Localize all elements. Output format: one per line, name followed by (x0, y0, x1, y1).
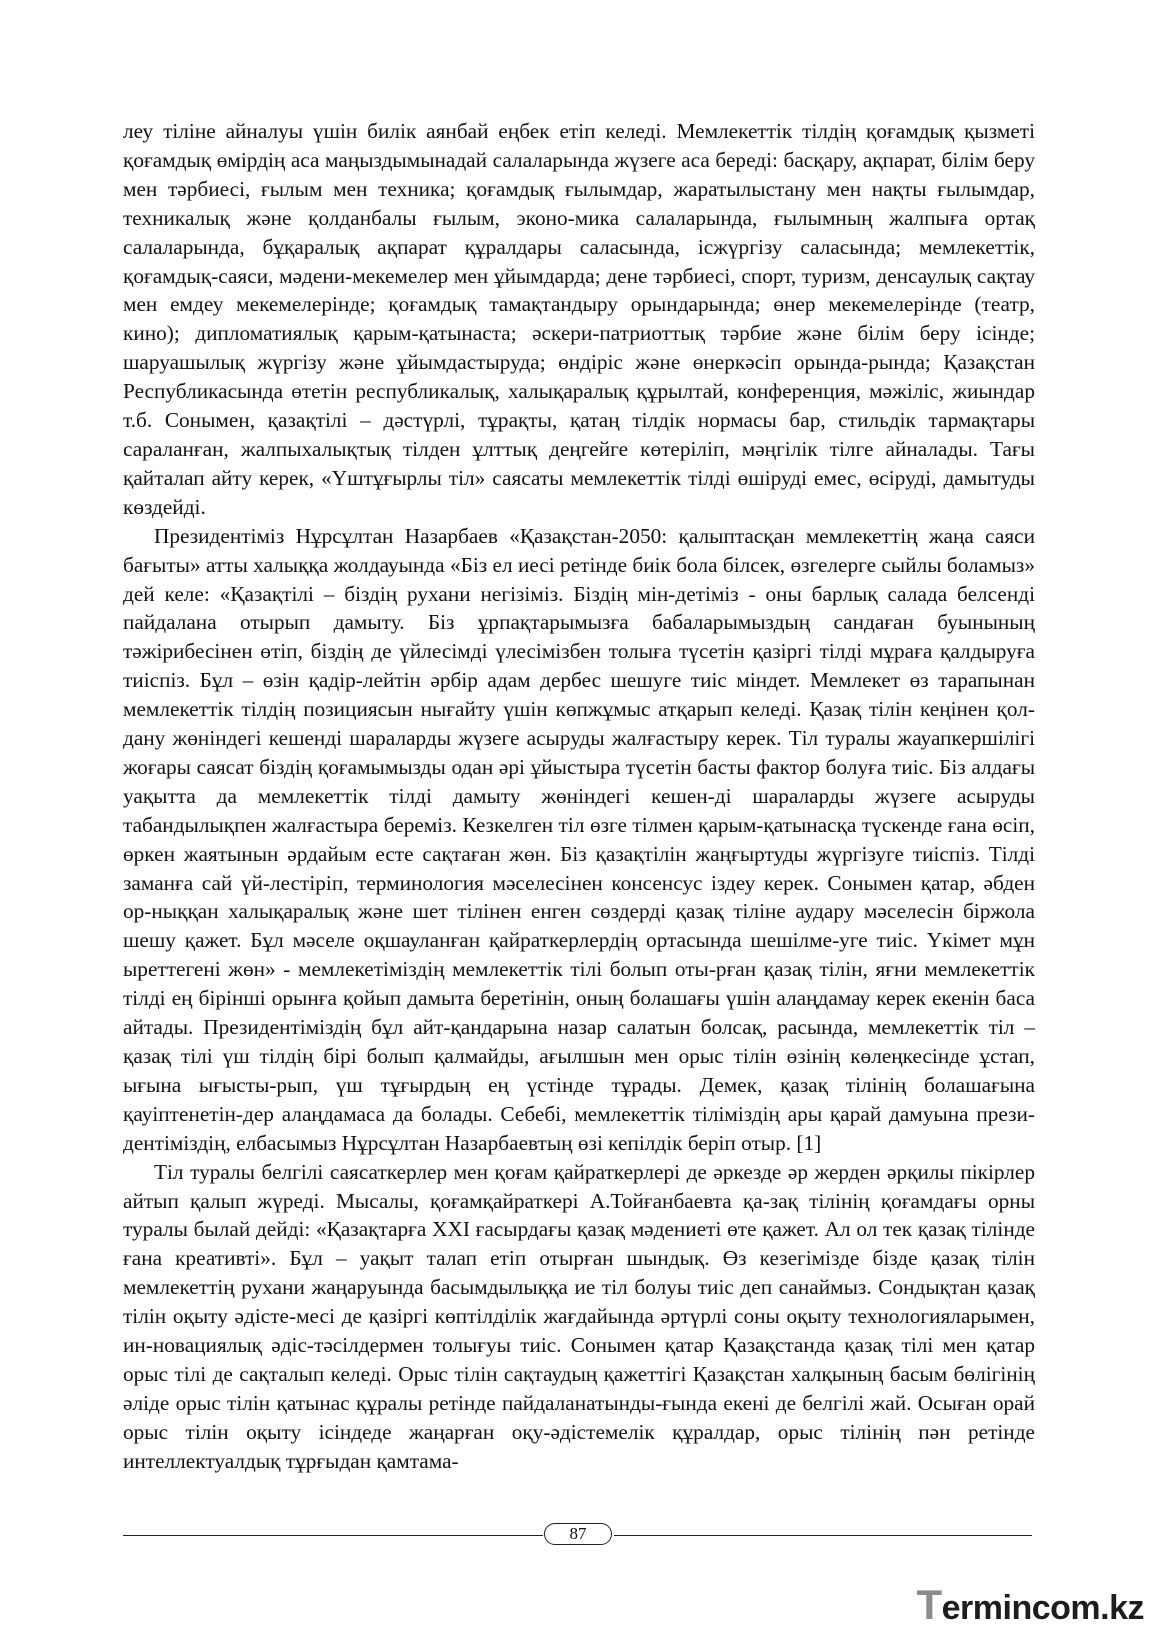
paragraph: Тіл туралы белгілі саясаткерлер мен қоғам қайраткерлері де әркезде әр жерден әрқилы пікірлер айтып қалып жүреді. Мысалы, қоғамқайраткері А.Тойғанбаевта қа-зақ тілінің қоғамдағы орны туралы былай дейді: «Қазақтарға XXI ғасырдағы қазақ мәдениеті өте қажет. Ал ол тек қазақ тілінде ғана креативті». Бұл – уақыт талап етіп отырған шындық. Өз кезегімізде бізде қазақ тілін мемлекеттің рухани жаңаруында басымдылыққа ие тіл болуы тиіс деп санаймыз. Сондықтан қазақ тілін оқыту әдісте-месі де қазіргі көптілділік жағдайында әртүрлі соны оқыту технологияларымен, ин-новациялық әдіс-тәсілдермен толығуы тиіс. Сонымен қатар Қазақстанда қазақ тілі мен қатар орыс тілі де сақталып келеді. Орыс тілін сақтаудың қажеттігі Қазақстан халқының басым бөлігінің әліде орыс тілін қатынас құралы ретінде пайдаланатынды-ғында екені де белгілі жай. Осыған орай орыс тілін оқыту ісіндеде жаңарған оқу-әдістемелік құралдар, орыс тілінің пән ретінде интеллектуалдық тұрғыдан қамтама- (123, 1159, 1035, 1473)
logo-t-mark: T (916, 1581, 942, 1628)
footer-rule-right (614, 1535, 1032, 1536)
logo-text-o: o (1050, 1589, 1071, 1627)
logo-text-tail: m.kz (1070, 1589, 1144, 1627)
watermark-logo (916, 1581, 1144, 1629)
paragraph: Президентіміз Нұрсұлтан Назарбаев «Қазақстан-2050: қалыптасқан мемлекеттің жаңа саяси бағыты» атты халыққа жолдауында «Біз ел иесі ретінде биік бола білсек, өзгелерге сыйлы боламыз» дей келе: «Қазақтілі – біздің рухани негізіміз. Біздің мін-детіміз - оны барлық салада белсенді пайдалана отырып дамыту. Біз ұрпақтарымызға бабаларымыздың сандаған буынының тәжірибесінен өтіп, біздің де үйлесімді үлесімізбен толыға түсетін қазіргі тілді мұраға қалдыруға тиіспіз. Бұл – өзін қадір-лейтін әрбір адам дербес шешуге тиіс міндет. Мемлекет өз тарапынан мемлекеттік тілдің позициясын нығайту үшін көпжұмыс атқарып келеді. Қазақ тілін кеңінен қол-дану жөніндегі кешенді шараларды жүзеге асыруды жалғастыру керек. Тіл туралы жауапкершілігі жоғары саясат біздің қоғамымызды одан әрі ұйыстыра түсетін басты фактор болуға тиіс. Біз алдағы уақытта да мемлекеттік тілді дамыту жөніндегі кешен-ді шараларды жүзеге асыруды табандылықпен жалғастыра береміз. Кезкелген тіл өзге тілмен қарым-қатынасқа түскенде ғана өсіп, өркен жаятынын әрдайым есте сақтаған жөн. Біз қазақтілін жаңғыртуды жүргізуге тиіспіз. Тілді заманға сай үй-лестіріп, терминология мәселесінен консенсус іздеу керек. Сонымен қатар, әбден ор-ныққан халықаралық және шет тілінен енген сөздерді қазақ тіліне аудару мәселесін біржола шешу қажет. Бұл мәселе оқшауланған қайраткерлердің ортасында шешілме-уге тиіс. Үкімет мұн ыреттегені жөн» - мемлекетіміздің мемлекеттік тілі болып оты-рған қазақ тілін, яғни мемлекеттік тілді ең бірінші орынға қойып дамыта беретінін, оның болашағы үшін алаңдамау керек екенін баса айтады. Президентіміздің бұл айт-қандарына назар салатын болсақ, расында, мемлекеттік тіл – қазақ тілі үш тілдің бірі болып қалмайды, ағылшын мен орыс тілін өзінің көлеңкесінде ұстап, ығына ығысты-рып, үш тұғырдың ең үстінде тұрады. Демек, қазақ тілінің болашағына қауіптенетін-дер алаңдамаса да болады. Себебі, мемлекеттік тіліміздің ары қарай дамуына прези-дентіміздің, елбасымыз Нұрсұлтан Назарбаевтың өзі кепілдік беріп отыр. [1] (123, 523, 1035, 1155)
logo-text-part: erminc (941, 1589, 1051, 1627)
paragraph: леу тіліне айналуы үшін билік аянбай еңбек етіп келеді. Мемлекеттік тілдің қоғамдық қызметі қоғамдық өмірдің аса маңыздымынадай салаларында жүзеге аса береді: басқару, ақпарат, білім беру мен тәрбиесі, ғылым мен техника; қоғамдық ғылымдар, жаратылыстану мен нақты ғылымдар, техникалық және қолданбалы ғылым, эконо-мика салаларында, ғылымның жалпыға ортақ салаларында, бұқаралық ақпарат құралдары саласында, ісжүргізу саласында; мемлекеттік, қоғамдық-саяси, мәдени-мекемелер мен ұйымдарда; дене тәрбиесі, спорт, туризм, денсаулық сақтау мен емдеу мекемелерінде; қоғамдық тамақтандыру орындарында; өнер мекемелерінде (театр, кино); дипломатиялық қарым-қатынаста; әскери-патриоттық тәрбие және білім беру ісінде; шаруашылық жүргізу және ұйымдастыруда; өндіріс және өнеркәсіп орында-рында; Қазақстан Республикасында өтетін республикалық, халықаралық құрылтай, конференция, мәжіліс, жиындар т.б. Сонымен, қазақтілі – дәстүрлі, тұрақты, қатаң тілдік нормасы бар, стильдік тармақтары сараланған, жалпыхалықтық тілден ұлттық деңгейге көтеріліп, мәңгілік тілге айналады. Тағы қайталап айту керек, «Үштұғырлы тіл» саясаты мемлекеттік тілді өшіруді емес, өсіруді, дамытуды көздейді. (123, 119, 1035, 519)
footer-rule-left (123, 1535, 543, 1536)
document-body (123, 117, 1035, 1476)
page-number: 87 (544, 1523, 612, 1545)
